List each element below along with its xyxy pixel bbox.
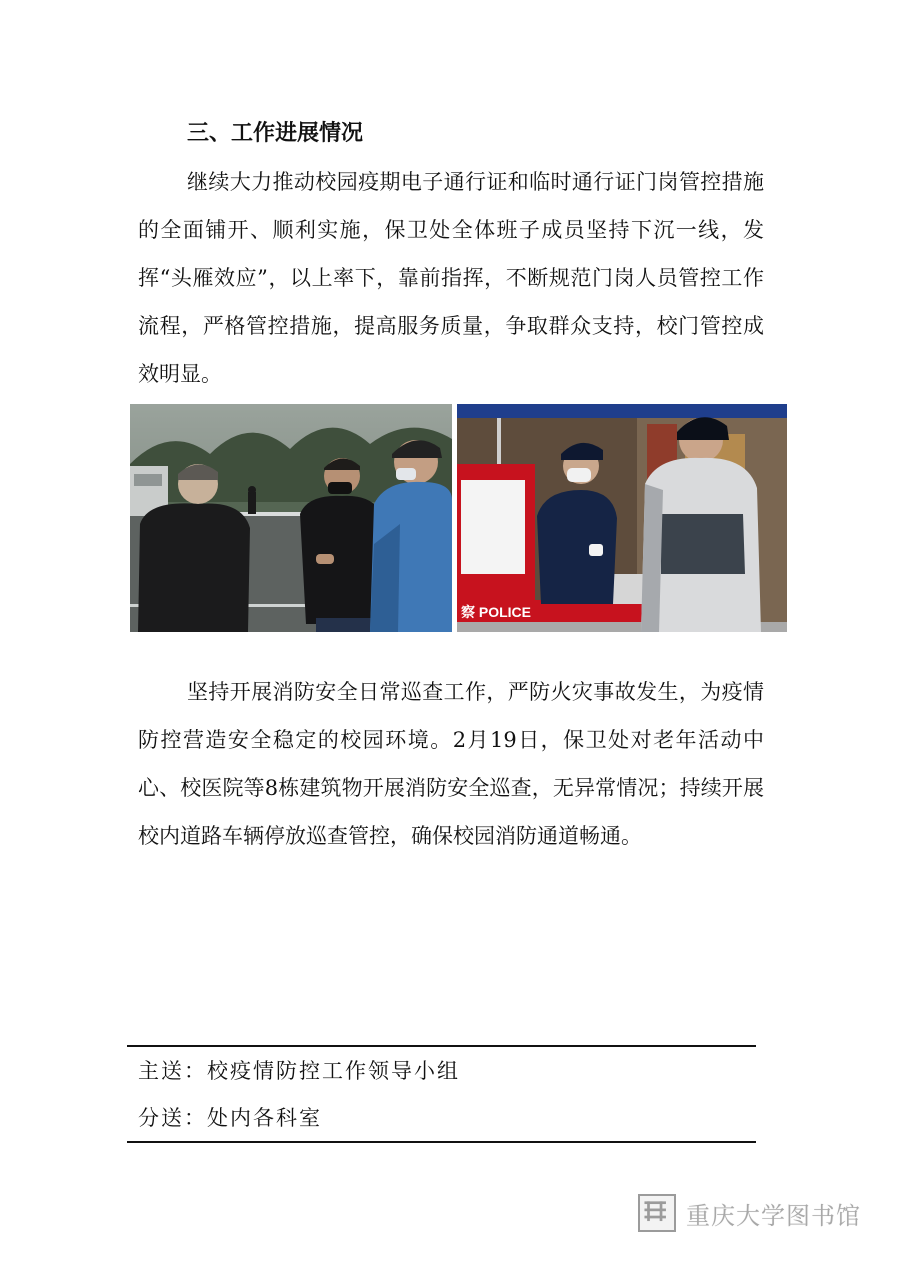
police-sign-text: 察 POLICE (461, 604, 532, 620)
distribution-top-rule (127, 1045, 756, 1047)
library-watermark (638, 1191, 861, 1235)
photo-police-checkpoint (457, 404, 787, 632)
copy-recipient: 分送：处内各科室 (138, 1106, 322, 1130)
library-watermark-text: 重庆大学图书馆 (686, 1201, 861, 1230)
main-recipient: 主送：校疫情防控工作领导小组 (138, 1059, 460, 1083)
paragraph-fire-safety: 坚持开展消防安全日常巡查工作，严防火灾事故发生，为疫情防控营造安全稳定的校园环境。2月19日，保卫处对老年活动中心、校医院等8栋建筑物开展消防安全巡查，无异常情况；持续开展校内道路车辆停放巡查管控，确保校园消防通道畅通。 (138, 680, 764, 848)
library-seal-icon (638, 1194, 676, 1232)
paragraph-gate-control: 继续大力推动校园疫期电子通行证和临时通行证门岗管控措施的全面铺开、顺利实施，保卫处全体班子成员坚持下沉一线，发挥“头雁效应”，以上率下，靠前指挥，不断规范门岗人员管控工作流程，严格管控措施，提高服务质量，争取群众支持，校门管控成效明显。 (138, 170, 764, 386)
distribution-bottom-rule (127, 1141, 756, 1143)
photo-gate-inspection (130, 404, 452, 632)
section-heading: 三、工作进展情况 (187, 121, 364, 146)
